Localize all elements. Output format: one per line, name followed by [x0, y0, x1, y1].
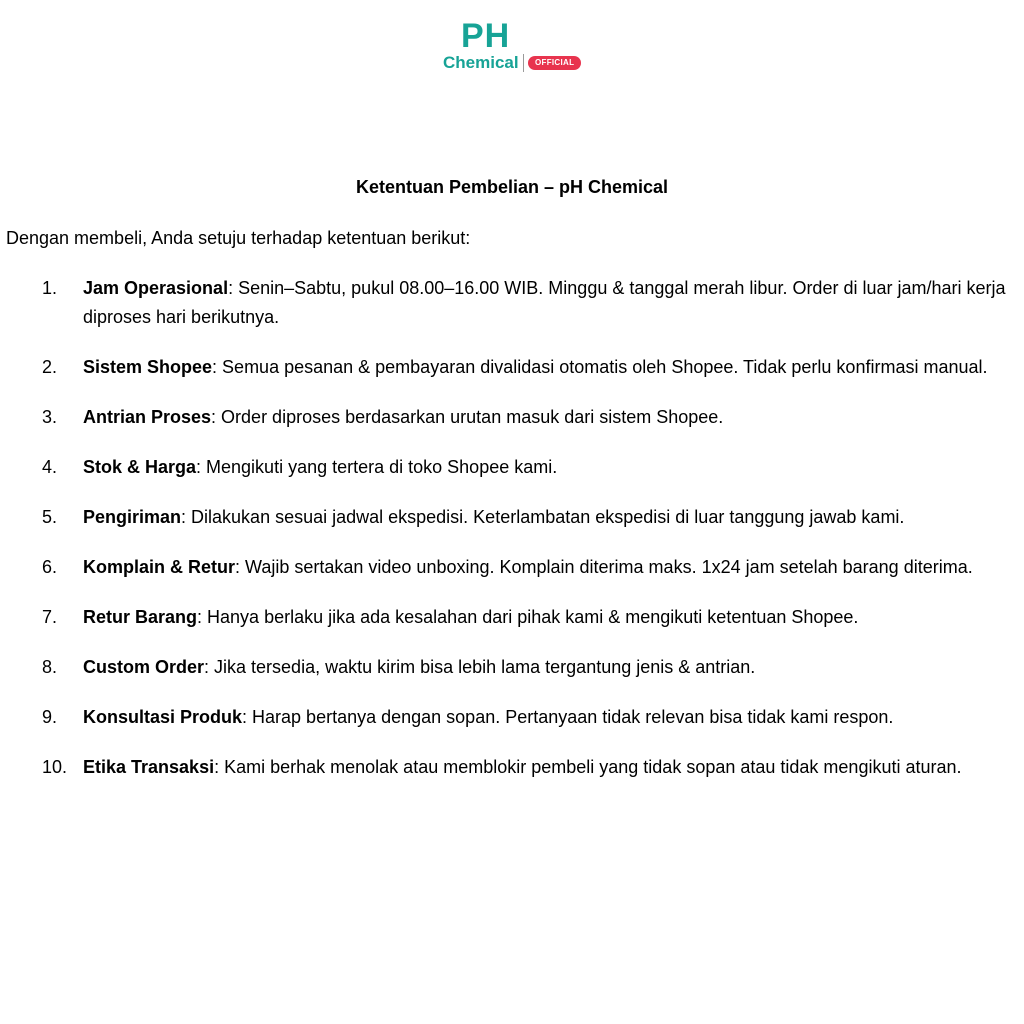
term-heading: Konsultasi Produk [83, 707, 243, 727]
term-number: 4. [42, 457, 58, 477]
term-number: 3. [42, 407, 58, 427]
official-badge: OFFICIAL [528, 56, 581, 70]
term-text: : Wajib sertakan video unboxing. Komplain diterima maks. 1x24 jam setelah barang diterima. [235, 557, 973, 577]
term-text: : Kami berhak menolak atau memblokir pembeli yang tidak sopan atau tidak mengikuti aturan. [214, 757, 962, 777]
term-heading: Jam Operasional [83, 278, 229, 298]
term-heading: Komplain & Retur [83, 557, 236, 577]
term-item [0, 274, 1010, 332]
term-heading: Stok & Harga [83, 457, 197, 477]
term-heading: Pengiriman [83, 507, 182, 527]
term-item [0, 503, 1010, 532]
term-heading: Antrian Proses [83, 407, 212, 427]
term-text: : Order diproses berdasarkan urutan masuk dari sistem Shopee. [211, 407, 724, 427]
terms-list [0, 274, 1010, 803]
term-number: 1. [42, 278, 58, 298]
logo-mark: PH [461, 17, 511, 55]
logo-divider [523, 54, 524, 72]
term-number: 8. [42, 657, 58, 677]
term-text: : Hanya berlaku jika ada kesalahan dari pihak kami & mengikuti ketentuan Shopee. [197, 607, 859, 627]
term-heading: Retur Barang [83, 607, 198, 627]
logo-wordmark: Chemical [443, 53, 519, 72]
term-item [0, 553, 1010, 582]
term-item [0, 353, 1010, 382]
term-text: : Mengikuti yang tertera di toko Shopee kami. [196, 457, 558, 477]
term-number: 7. [42, 607, 58, 627]
term-item [0, 403, 1010, 432]
term-text: : Harap bertanya dengan sopan. Pertanyaan tidak relevan bisa tidak kami respon. [242, 707, 894, 727]
term-item [0, 653, 1010, 682]
term-number: 2. [42, 357, 58, 377]
term-heading: Etika Transaksi [83, 757, 215, 777]
term-text: : Jika tersedia, waktu kirim bisa lebih lama tergantung jenis & antrian. [204, 657, 756, 677]
term-heading: Sistem Shopee [83, 357, 213, 377]
brand-logo [443, 18, 583, 78]
term-item [0, 753, 1010, 782]
term-text: : Semua pesanan & pembayaran divalidasi otomatis oleh Shopee. Tidak perlu konfirmasi manual. [212, 357, 988, 377]
term-item [0, 603, 1010, 632]
term-number: 5. [42, 507, 58, 527]
term-item [0, 703, 1010, 732]
term-heading: Custom Order [83, 657, 205, 677]
term-text: : Dilakukan sesuai jadwal ekspedisi. Keterlambatan ekspedisi di luar tanggung jawab kami. [181, 507, 905, 527]
term-number: 10. [42, 757, 68, 777]
term-number: 6. [42, 557, 58, 577]
term-number: 9. [42, 707, 58, 727]
term-item [0, 453, 1010, 482]
term-text: : Senin–Sabtu, pukul 08.00–16.00 WIB. Minggu & tanggal merah libur. Order di luar jam/hari kerja diproses hari berikutnya. [83, 278, 1006, 327]
intro-text: Dengan membeli, Anda setuju terhadap ketentuan berikut: [6, 228, 471, 248]
document-title: Ketentuan Pembelian – pH Chemical [355, 177, 669, 197]
